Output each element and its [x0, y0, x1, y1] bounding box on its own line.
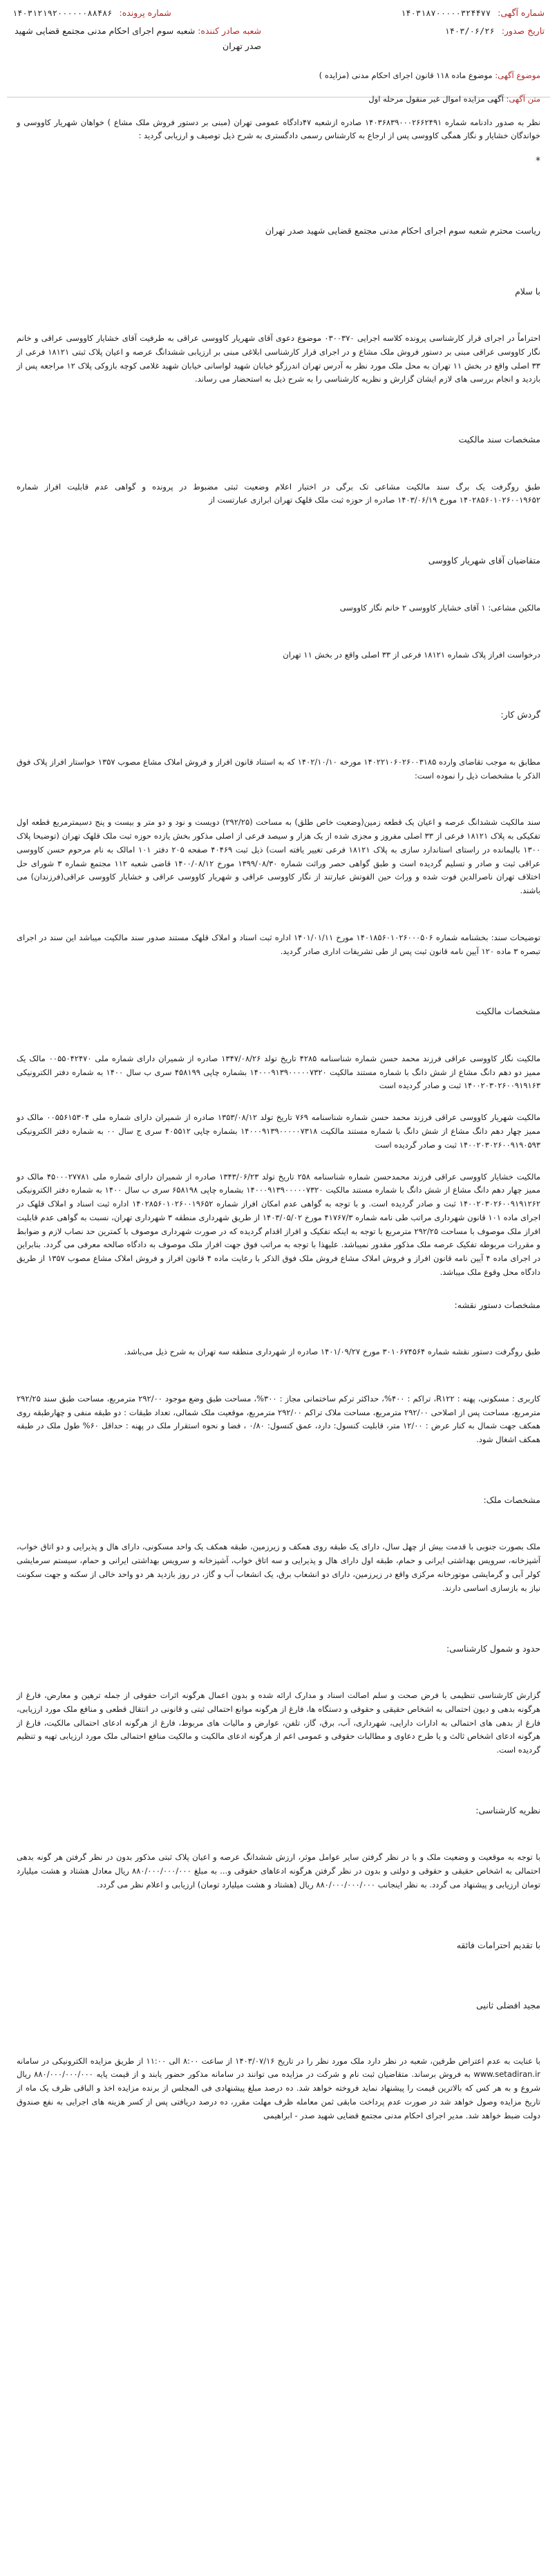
greeting: با سلام — [515, 286, 540, 297]
issuer-value: شعبه سوم اجرای احکام مدنی مجتمع قضایی شهید صدر تهران — [15, 26, 261, 51]
owners-line: مالکین مشاعی: ۱ آقای خشایار کاووسی ۲ خانم نگار کاووسی — [339, 602, 540, 613]
topic-text: موضوع ماده ۱۱۸ قانون اجرای احکام مدنی (مزایده ) — [319, 71, 493, 80]
notice-number-value[interactable]: ۱۴۰۳۱۸۷۰۰۰۰۰۳۲۴۴۷۷ — [401, 8, 491, 18]
expert-name: مجید افضلی ثانیی — [476, 2000, 540, 2011]
heading-applicant: متقاضیان آقای شهریار کاووسی — [428, 555, 540, 566]
transfer-paragraph: توضیحات سند: بخشنامه شماره ۱۴۰۱۸۵۶۰۱۰۲۶۰۰۰۵۰۶ مورخ ۱۴۰۱/۰۱/۱۱ اداره ثبت اسناد و املاک قلهک مستند صدور سند مالکیت میباشد این سند در اجرای تبصره ۳ ماده ۱۲۰ آیین نامه قانون ثبت پس از طی تشریفات اداری صادر گردید. — [17, 932, 540, 956]
heading-owners: مشخصات مالکیت — [475, 1006, 540, 1017]
report-paragraph: مطابق به موجب تقاضای وارده ۱۴۰۲۲۱۰۶۰۲۶۰۰۳۱۸۵ مورخه ۱۴۰۲/۱۰/۱۰ که به استناد قانون افراز و فروش املاک مشاع مصوب ۱۳۵۷ خواستار افراز پلاک فوق الذکر با مشخصات ذیل را نموده است: — [17, 756, 540, 781]
case-number-label: شماره پرونده: — [119, 8, 171, 18]
notice-text-line — [17, 93, 540, 106]
notice-number-label: شماره آگهی: — [498, 8, 545, 18]
intro-paragraph: نظر به صدور دادنامه شماره ۱۴۰۳۶۸۳۹۰۰۰۲۶۶۲۴۹۱ صادره ازشعبه ۴۷دادگاه عمومی تهران (مبنی بر دستور فروش ملک مشاع ) خواهان شهریار کاووسی و خواندگان خشایار و نگار همگی کاووسی پس از ارجاع به کارشناس رسمی دادگستری به شرح ذیل توصیف و ارزیابی گردید : — [17, 117, 540, 141]
heading-limits: حدود و شمول کارشناسی: — [446, 1643, 540, 1654]
property-paragraph: طبق روگرفت یک برگ سند مالکیت مشاعی تک برگی در اختیار اعلام وضعیت ثبتی مضبوط در پرونده و گواهی عدم قابلیت افراز شماره ۱۴۰۲۸۵۶۰۱۰۲۶۰۰۱۹۶۵۲ مورخ ۱۴۰۳/۰۶/۱۹ صادره از حوزه ثبت ملک قلهک تهران ابرازی عبارتست از — [17, 481, 540, 505]
issuer-label: شعبه صادر کننده: — [198, 26, 261, 36]
case-number-value[interactable]: ۱۴۰۳۱۲۱۹۲۰۰۰۰۰۰۸۸۴۸۶ — [12, 8, 113, 18]
heading-report: گردش کار: — [500, 709, 540, 720]
topic-label: موضوع آگهی: — [495, 71, 540, 80]
topic-line — [17, 69, 540, 83]
deed-paragraph: سند مالکیت ششدانگ عرصه و اعیان یک قطعه زمین(وضعیت خاص طلق) به مساحت (۲۹۲/۲۵) دویست و نود و دو متر و بیست و پنج دسیمترمربع قطعه اول تفکیکی به پلاک ۱۸۱۲۱ فرعی از ۳۳ اصلی مفروز و مجزی شده از یک هزار و سیصد فرعی از اصلی مذکور بخش یازده حوزه ثبت ملک قلهک تهران (توضیحا پلاک ۱۳۰۰ بالیمانده در راستای استاندارد سازی به پلاک ۱۸۱۲۱ فرعی تغییر یافته است) ذیل ثبت ۴۰۴۶۹ صفحه ۲۰۵ دفتر ۱۰۱ امالک به نام مرحوم حسن کاووسی عراقی ثبت و صادر و تسلیم گردیده است و طبق گواهی حصر وراثت شماره ۱۳۹۹/۰۸/۳۰ مورخ ۱۴۰۰/۰۸/۱۲ قاضی شعبه ۱۱۲ مجتمع شماره ۳ شورای حل اختلاف تهران ناصرالدین فوت شده و وراث حین الفوتش عبارتند از نگار کاووسی عراقی و شهریار کاووسی عراقی و خشایار کاووسی عراقی(فرزندان) می باشند. — [17, 817, 541, 896]
notice-number-field — [401, 6, 545, 21]
issuer-field — [12, 24, 261, 53]
owner-1-paragraph: مالکیت نگار کاووسی عراقی فرزند محمد حسن شماره شناسنامه ۴۲۸۵ تاریخ تولد ۱۳۴۷/۰۸/۲۶ صادره از شمیران دارای شماره ملی ۰۰۵۵۰۴۲۴۷۰ مالک یک ممیز دو دهم دانگ مشاع از شش دانگ با شماره مستند مالکیت ۱۴۰۰۰۹۱۳۹۰۰۰۰۰۷۳۲۰ بشماره چاپی ۴۵۸۱۹۹ سری ب سال ۱۴۰۰ به شماره دفتر الکترونیکی ۱۴۰۰۲۰۳۰۲۶۰۰۹۱۹۱۶۳ ثبت و صادر گردیده است — [17, 1053, 541, 1091]
heading-building: مشخصات ملک: — [483, 1494, 540, 1505]
usage-paragraph: کاربری : مسکونی، پهنه : R۱۲۲، تراکم : ۴۰۰%، حداکثر ترکم ساختمانی مجاز : ۳۰۰%، مساحت طبق وضع موجود ۲۹۲/۰۰ مترمربع، مساحت طبق سند ۲۹۲/۲۵ مترمربع، مساحت پس از اصلاحی ۲۹۲/۰۰ مترمربع، مساحت ملاک تراکم ۲۹۲/۰۰ مترمربع، موقعیت ملک شمالی، تعداد طبقات : دو طبقه منفی و چهارطبقه روی همکف جهت شمال به کنار عرض : ۱۲/۰۰ متر، قابلیت کنسول: دارد، عمق کنسول: ۰/۸۰ ، فضا و نحوه استقرار ملک در پهنه : حداقل ۶۰% طول ملک در طبقه همکف اشغال شود. — [17, 1393, 540, 1445]
issue-date-field — [444, 24, 545, 39]
issue-date-value: ۱۴۰۳/۰۶/۲۶ — [444, 26, 495, 36]
owner-3-paragraph: مالکیت خشایار کاووسی عراقی فرزند محمدحسن شماره شناسنامه ۲۵۸ تاریخ تولد ۱۳۴۳/۰۶/۲۳ صادره از شمیران دارای شماره ملی ۴۵۰۰۰۲۷۷۸۱ مالک دو ممیز چهار دهم دانگ مشاع از شش دانگ با شماره مستند مالکیت ۱۴۰۰۰۹۱۳۹۰۰۰۰۰۷۳۲۰ بشماره چاپی ۶۵۸۱۹۸ سری ب سال ۱۴۰۰ به شماره دفتر الکترونیکی ۱۴۰۰۲۰۳۰۲۶۰۰۹۱۹۱۲۶۲ ثبت و صادر گردیده است. و با توجه به گواهی عدم امکان افراز شماره ۱۴۰۲۸۵۶۰۱۰۲۶۰۰۱۹۶۵۲ اداره ثبت اسناد و املاک قلهک در اجرای ماده ۱۰۱ قانون شهرداری مراتب طی نامه شماره ۴۱۷۶۷/۳ مورخ ۱۴۰۳/۰۵/۰۲ از طریق شهرداری منطقه ۳ شهرداری تهران، نسبت به گواهی عدم قابلیت افراز ملک موصوف با مساحت ۲۹۲/۲۵ مترمربع با توجه به اینکه تفکیک و افراز اقدام گردیده که در صورت شهرداری موصوف با کمترین حد نصاب لازم و ضوابط و مقررات مربوطه تفکیک عرصه ملک مذکور مقدور نمیباشد. علیهذا با توجه به مراتب فوق جهت افراز ملک موصوف به دادگاه صالحه معرفی می گردد. بنابراین در اجرای ماده ۴ آیین نامه قانون افراز و فروش املاک مشاع فروش ملک فوق الذکر با رعایت ماده ۴ قانون افراز و فروش املاک مشاع مصوب ۱۳۵۷ از طریق دادگاه محل وقوع ملک میباشد. — [17, 1171, 541, 1277]
heading-plan: مشخصات دستور نقشه: — [454, 1299, 540, 1310]
notice-body — [17, 69, 540, 2132]
notice-text-value: آگهی مزایده اموال غیر منقول مرحله اول — [368, 93, 504, 104]
assignment-paragraph: احتراماً در اجرای قرار کارشناسی پرونده کلاسه اجرایی ۰۳۰۰۳۷۰ موضوع دعوی آقای شهریار کاووسی عراقی به طرفیت آقای خشایار کاووسی عراقی و خانم نگار کاووسی عراقی مبنی بر دستور فروش ملک مشاع و در اجرای قرار کارشناسی ابلاغی مبنی بر ارزیابی ششدانگ عرصه و اعیان پلاک ثبتی ۱۸۱۲۱ فرعی از ۳۳ اصلی واقع در بخش ۱۱ تهران به محل ملک مورد نظر به آدرس تهران اندرزگو خیابان شهید لواسانی خیابان شهید غلامی کوچه بازوکی پلاک ۱۲ مراجعه پس از بازدید و انجام بررسی های لازم ایشان گزارش و نظریه کارشناسی را به شرح ذیل به استحضار می رساند. — [17, 333, 541, 384]
opinion-paragraph: با توجه به موقعیت و وضعیت ملک و با در نظر گرفتن سایر عوامل موثر، ارزش ششدانگ عرصه و اعیان پلاک ثبتی مذکور بدون در نظر گرفتن هر گونه بدهی احتمالی به اشخاص حقیقی و حقوقی و دولتی و بدون در نظر گرفتن هرگونه ادعاهای حقوقی و... به مبلغ ۸۸۰/۰۰۰/۰۰۰/۰۰۰ ریال معادل هشتاد و هشت میلیارد تومان ارزیابی و پیشنهاد می گردد. به نظر اینجانب ۸۸۰/۰۰۰/۰۰۰/۰۰۰ ریال (هشتاد و هشت میلیارد تومان) ارزیابی و اعلام نظر می گردد. — [17, 1852, 540, 1889]
case-number-field — [12, 6, 171, 21]
limits-paragraph: گزارش کارشناسی تنظیمی با فرض صحت و سلم اصالت اسناد و مدارک ارائه شده و بدون اعمال هرگونه اثرات حقوقی از جمله ترهین و معارض، فارغ از هرگونه بدهی و دیون احتمالی به اشخاص حقیقی و حقوقی و دستگاه ها، فارغ از هرگونه موانع احتمالی ثبتی و قانونی در انتقال قطعی و منافع ملک مورد ارزیابی، فارغ از بدهی های احتمالی به ادارات دارایی، شهرداری، آب، برق، گاز، تلفن، عوارض و مالیات های مربوط، فارغ از هرگونه ادعای احتمالی مالکیت، فارغ از هرگونه ادعای اشخاص ثالث و یا طرح دعاوی و مطالبات حقوقی و عمومی اعم از هرگونه ادعای مالکیت و مالکیت منافع احتمالی ملک مورد ارزیابی تهیه و تنظیم گردیده است. — [17, 1690, 540, 1755]
notice-text-label: متن آگهی: — [506, 93, 540, 104]
heading-opinion: نظریه کارشناسی: — [475, 1804, 540, 1816]
addressee: ریاست محترم شعبه سوم اجرای احکام مدنی مجتمع قضایی شهید صدر تهران — [265, 225, 540, 236]
building-paragraph: ملک بصورت جنوبی با قدمت بیش از چهل سال، دارای یک طبقه روی همکف و زیرزمین، طبقه همکف یک واحد مسکونی، دارای هال و پذیرایی و دو اتاق خواب، آشپزخانه، سرویس بهداشتی ایرانی و حمام، طبقه اول دارای هال و پذیرایی و سه اتاق خواب، آشپزخانه و سرویس بهداشتی ایرانی و حمام، سیستم سرمایشی کولر آبی و گرمایشی موتورخانه مرکزی واقع در زیرزمین، دارای دو انشعاب برق، یک انشعاب آب و گاز، در روز بازدید هر دو واحد خالی از سکنه و جهت سکونت نیاز به بازسازی اساسی دارند. — [17, 1542, 540, 1593]
issue-date-label: تاریخ صدور: — [501, 26, 545, 36]
star-bullet: * — [536, 156, 540, 167]
request-line: درخواست افراز پلاک شماره ۱۸۱۲۱ فرعی از ۳۳ اصلی واقع در بخش ۱۱ تهران — [283, 649, 540, 660]
owner-2-paragraph: مالکیت شهریار کاووسی عراقی فرزند محمد حسن شماره شناسنامه ۷۶۹ تاریخ تولد ۱۳۵۳/۰۸/۱۲ صادره از شمیران دارای شماره ملی ۰۰۵۵۶۱۵۳۰۴ مالک دو ممیز چهار دهم دانگ مشاع از شش دانگ با شماره مستند مالکیت ۱۴۰۰۰۹۱۳۹۰۰۰۰۰۷۳۱۸ بشماره چاپی ۴۰۵۵۱۲ سری ج سال ۰۰ به شماره دفتر الکترونیکی ۱۴۰۰۲۰۳۰۲۶۰۰۹۱۹۰۵۹۳ ثبت و صادر گردیده است — [17, 1112, 541, 1150]
auction-paragraph: با عنایت به عدم اعتراض طرفین، شعبه در نظر دارد ملک مورد نظر را در تاریخ ۱۴۰۳/۰۷/۱۶ از ساعت ۸:۰۰ الی ۱۱:۰۰ از طریق مزایده الکترونیکی در سامانه www.setadiran.ir به فروش برساند. متقاضیان ثبت نام و شرکت در مزایده می توانند در سامانه مذکور حضور یابند و از قیمت پایه ۸۸۰/۰۰۰/۰۰۰/۰۰۰ ریال شروع و به هر کس که بالاترین قیمت را پیشنهاد نماید فروخته خواهد شد. ده درصد مبلغ پیشنهادی فی المجلس از برنده مزایده اخذ و الباقی ظرف یک ماه از تاریخ مزایده وصول خواهد شد در صورت عدم پرداخت مابقی ثمن معامله ظرف مهلت مقرر، ده درصد دریافتی پس از کسر هزینه های اجرایی به نفع صندوق دولت ضبط خواهد شد. مدیر اجرای احکام مدنی مجتمع قضایی شهید صدر - ابراهیمی — [17, 2055, 540, 2120]
closing-line: با تقدیم احترامات فائقه — [456, 1939, 540, 1950]
plan-paragraph: طبق روگرفت دستور نقشه شماره ۳۰۱۰۶۷۴۵۶۴ مورخ ۱۴۰۱/۰۹/۲۷ صادره از شهرداری منطقه سه تهران به شرح ذیل می‌باشد. — [124, 1347, 540, 1357]
heading-property: مشخصات سند مالکیت — [458, 434, 540, 445]
